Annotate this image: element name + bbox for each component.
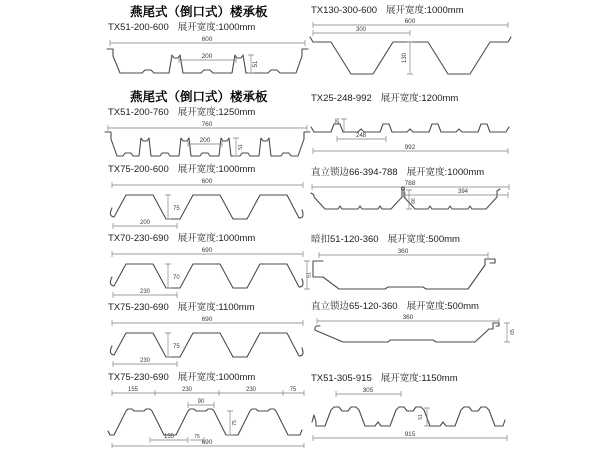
profile-outline (313, 259, 495, 289)
panel-subtitle (303, 166, 521, 179)
dim-label: 230 (139, 358, 151, 364)
panel-lockseam-66-394-788 (303, 166, 521, 222)
dim-label: 51 (238, 144, 244, 150)
dim-label: 230 (245, 387, 257, 393)
profile-code: TX51-305-915 (311, 373, 372, 384)
dim-label: 600 (201, 36, 213, 43)
dim-label: 690 (201, 316, 213, 323)
profile-code: TX75-230-690 (108, 372, 169, 383)
coil-width: 展开宽度:1000mm (177, 233, 256, 244)
profile-outline (108, 409, 302, 435)
profile-drawing (100, 120, 318, 164)
dim-label: 51 (418, 414, 424, 420)
dim-label: 155 (163, 434, 175, 440)
profile-outline (110, 264, 303, 288)
profile-drawing (100, 315, 318, 371)
panel-lockseam-65-120-360 (303, 300, 521, 354)
dim-label: 51 (306, 272, 313, 278)
profile-outline (315, 323, 499, 342)
dim-label: 200 (201, 53, 213, 60)
panel-header: 燕尾式（倒口式）楼承板 (130, 90, 268, 104)
profile-outline (310, 37, 511, 74)
panel-tx25-248-992 (303, 92, 521, 158)
profile-code: TX75-230-690 (108, 302, 169, 313)
dim-label: 75 (173, 206, 180, 212)
dim-label: 75 (289, 387, 297, 393)
profile-drawing (100, 177, 318, 233)
coil-width: 展开宽度:1000mm (386, 5, 464, 16)
profile-drawing (303, 247, 521, 297)
coil-width: 展开宽度:1100mm (177, 302, 255, 313)
panel-subtitle (303, 372, 521, 385)
coil-width: 展开宽度:500mm (387, 234, 460, 245)
dim-label: 300 (355, 27, 367, 33)
dim-label: 25 (335, 118, 341, 124)
dim-label: 690 (201, 439, 213, 446)
panel-tx130-300-600 (303, 4, 521, 82)
profile-code: TX51-200-600 (108, 22, 169, 33)
profile-outline (312, 407, 505, 426)
dim-label: 155 (127, 387, 139, 393)
dim-label: 992 (404, 144, 416, 151)
profile-code: TX75-200-600 (108, 164, 169, 175)
dim-label: 130 (402, 52, 408, 64)
dim-label: 75 (194, 434, 200, 440)
dim-label: 690 (201, 247, 213, 254)
panel-tx51-305-915 (303, 372, 521, 446)
profile-code: 暗扣51-120-360 (311, 234, 379, 245)
dim-label: 66 (411, 198, 417, 204)
panel-tx75-230-690-a (100, 301, 318, 371)
profile-code: 直立锁边65-120-360 (311, 301, 398, 312)
profile-outline (110, 333, 303, 357)
dim-label: 65 (510, 329, 516, 335)
coil-width: 展开宽度:1000mm (406, 167, 485, 178)
dim-label: 360 (397, 248, 409, 255)
dim-label: 75 (232, 420, 238, 426)
dim-label: 600 (404, 18, 416, 25)
dim-label: 230 (181, 387, 193, 393)
panel-header: 燕尾式（倒口式）楼承板 (130, 5, 268, 19)
dim-label: 90 (197, 399, 205, 405)
dim-label: 70 (173, 275, 180, 281)
profile-drawing (100, 385, 318, 449)
panel-subtitle (100, 232, 318, 245)
panel-subtitle (303, 92, 521, 105)
profile-code: TX25-248-992 (311, 93, 372, 104)
panel-subtitle (100, 163, 318, 176)
dim-label: 51 (253, 60, 259, 68)
panel-subtitle (100, 21, 318, 34)
coil-width: 展开宽度:1250mm (177, 107, 256, 118)
dim-label: 200 (139, 220, 151, 226)
dim-label: 915 (404, 431, 416, 438)
profile-code: TX51-200-760 (108, 107, 169, 118)
coil-width: 展开宽度:1200mm (380, 93, 459, 104)
panel-tx51-200-760 (100, 89, 318, 164)
panel-subtitle (100, 301, 318, 314)
dim-label: 360 (402, 314, 414, 321)
panel-tx51-200-600 (100, 4, 318, 83)
profile-drawing (303, 18, 521, 82)
panel-subtitle (303, 4, 521, 17)
panel-subtitle (303, 300, 521, 313)
profile-outline (110, 195, 303, 219)
dim-label: 600 (201, 178, 213, 185)
coil-width: 展开宽度:1000mm (177, 164, 256, 175)
dim-label: 394 (457, 189, 469, 195)
panel-subtitle (100, 106, 318, 119)
dim-label: 75 (173, 344, 180, 350)
panel-tx75-230-690-b (100, 371, 318, 449)
dim-label: 788 (404, 180, 416, 187)
profile-drawing (100, 35, 318, 83)
seam-clip-icon (402, 187, 405, 190)
dim-label: 248 (355, 133, 367, 139)
dim-label: 200 (199, 137, 211, 144)
profile-drawing (303, 386, 521, 446)
coil-width: 展开宽度:500mm (406, 301, 479, 312)
panel-tx70-230-690 (100, 232, 318, 302)
panel-tx75-200-600 (100, 163, 318, 233)
panel-concealed-51-120-360 (303, 233, 521, 297)
dim-label: 305 (362, 387, 374, 394)
dim-label: 760 (201, 121, 213, 128)
coil-width: 展开宽度:1000mm (177, 372, 256, 383)
profile-code: TX70-230-690 (108, 233, 169, 244)
panel-subtitle (303, 233, 521, 246)
profile-drawing (100, 246, 318, 302)
panel-subtitle (100, 371, 318, 384)
dim-label: 230 (139, 289, 151, 295)
profile-code: TX130-300-600 (311, 5, 378, 16)
profile-drawing (303, 180, 521, 222)
coil-width: 展开宽度:1150mm (380, 373, 458, 384)
profile-code: 直立锁边66-394-788 (311, 167, 398, 178)
profile-outline (311, 189, 500, 209)
profile-drawing (303, 314, 521, 354)
coil-width: 展开宽度:1000mm (177, 22, 256, 33)
profile-outline (311, 124, 509, 132)
profile-drawing (303, 106, 521, 158)
